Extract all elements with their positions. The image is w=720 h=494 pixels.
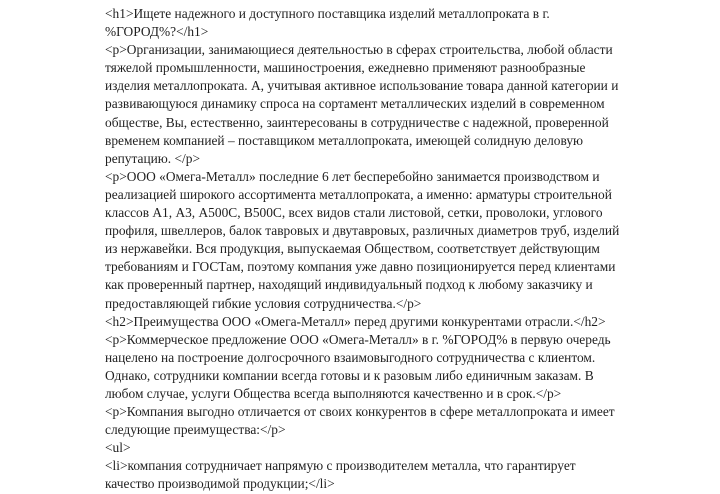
text-line: <p>Коммерческое предложение ООО «Омега-Металл» в г. %ГОРОД% в первую очередь (105, 331, 611, 347)
text-line: <h2>Преимущества ООО «Омега-Металл» перед другими конкурентами отрасли.</h2> (105, 313, 606, 329)
text-line: качество производимой продукции;</li> (105, 476, 335, 492)
text-line: реализацией широкого ассортимента металлопроката, а именно: арматуры строительной (105, 186, 612, 202)
text-line: временем компанией – поставщиком металлопроката, имеющей солидную деловую (105, 132, 584, 148)
text-line: развивающуюся динамику спроса на сортамент металлических изделий в современном (105, 96, 605, 112)
text-line: <p>Организации, занимающиеся деятельностью в сферах строительства, любой области (105, 42, 613, 58)
text-line: следующие преимущества:</p> (105, 422, 286, 438)
text-line: <li>компания сотрудничает напрямую с производителем металла, что гарантирует (105, 458, 576, 474)
text-line: профиля, швеллеров, балок тавровых и двутавровых, различных диаметров труб, изделий (105, 223, 620, 239)
text-line: нацелено на построение долгосрочного взаимовыгодного сотрудничества с клиентом. (105, 349, 596, 365)
text-line: <p>Компания выгодно отличается от своих конкурентов в сфере металлопроката и имеет (105, 404, 615, 420)
text-line: тяжелой промышленности, машиностроения, ежедневно применяют разнообразные (105, 60, 586, 76)
text-line: изделия металлопроката. А, учитывая активное использование товара данной категории и (105, 78, 619, 94)
text-line: требованиям и ГОСТам, поэтому компания уже давно позиционируется перед клиентами (105, 259, 616, 275)
text-line: обществе, Вы, естественно, заинтересованы в сотрудничестве с надежной, проверенной (105, 114, 609, 130)
text-line: любом случае, услуги Общества всегда выполняются качественно и в срок.</p> (105, 385, 562, 401)
text-line: предоставляющей гибкие условия сотрудничества.</p> (105, 295, 422, 311)
text-line: из нержавейки. Вся продукция, выпускаемая Обществом, соответствует действующим (105, 241, 600, 257)
text-line: <ul> (105, 440, 131, 456)
text-line: репутацию. </p> (105, 150, 201, 166)
text-line: как проверенный партнер, находящий индивидуальный подход к любому заказчику и (105, 277, 593, 293)
text-line: %ГОРОД%?</h1> (105, 24, 209, 40)
text-line: классов А1, А3, А500С, В500С, всех видов стали листовой, сетки, проволоки, углового (105, 205, 603, 221)
document-body (105, 5, 665, 494)
text-line: Однако, сотрудники компании всегда готовы и к разовым либо единичным заказам. В (105, 367, 594, 383)
text-line: <h1>Ищете надежного и доступного поставщика изделий металлопроката в г. (105, 6, 550, 21)
text-line: <p>ООО «Омега-Металл» последние 6 лет бесперебойно занимается производством и (105, 168, 600, 184)
